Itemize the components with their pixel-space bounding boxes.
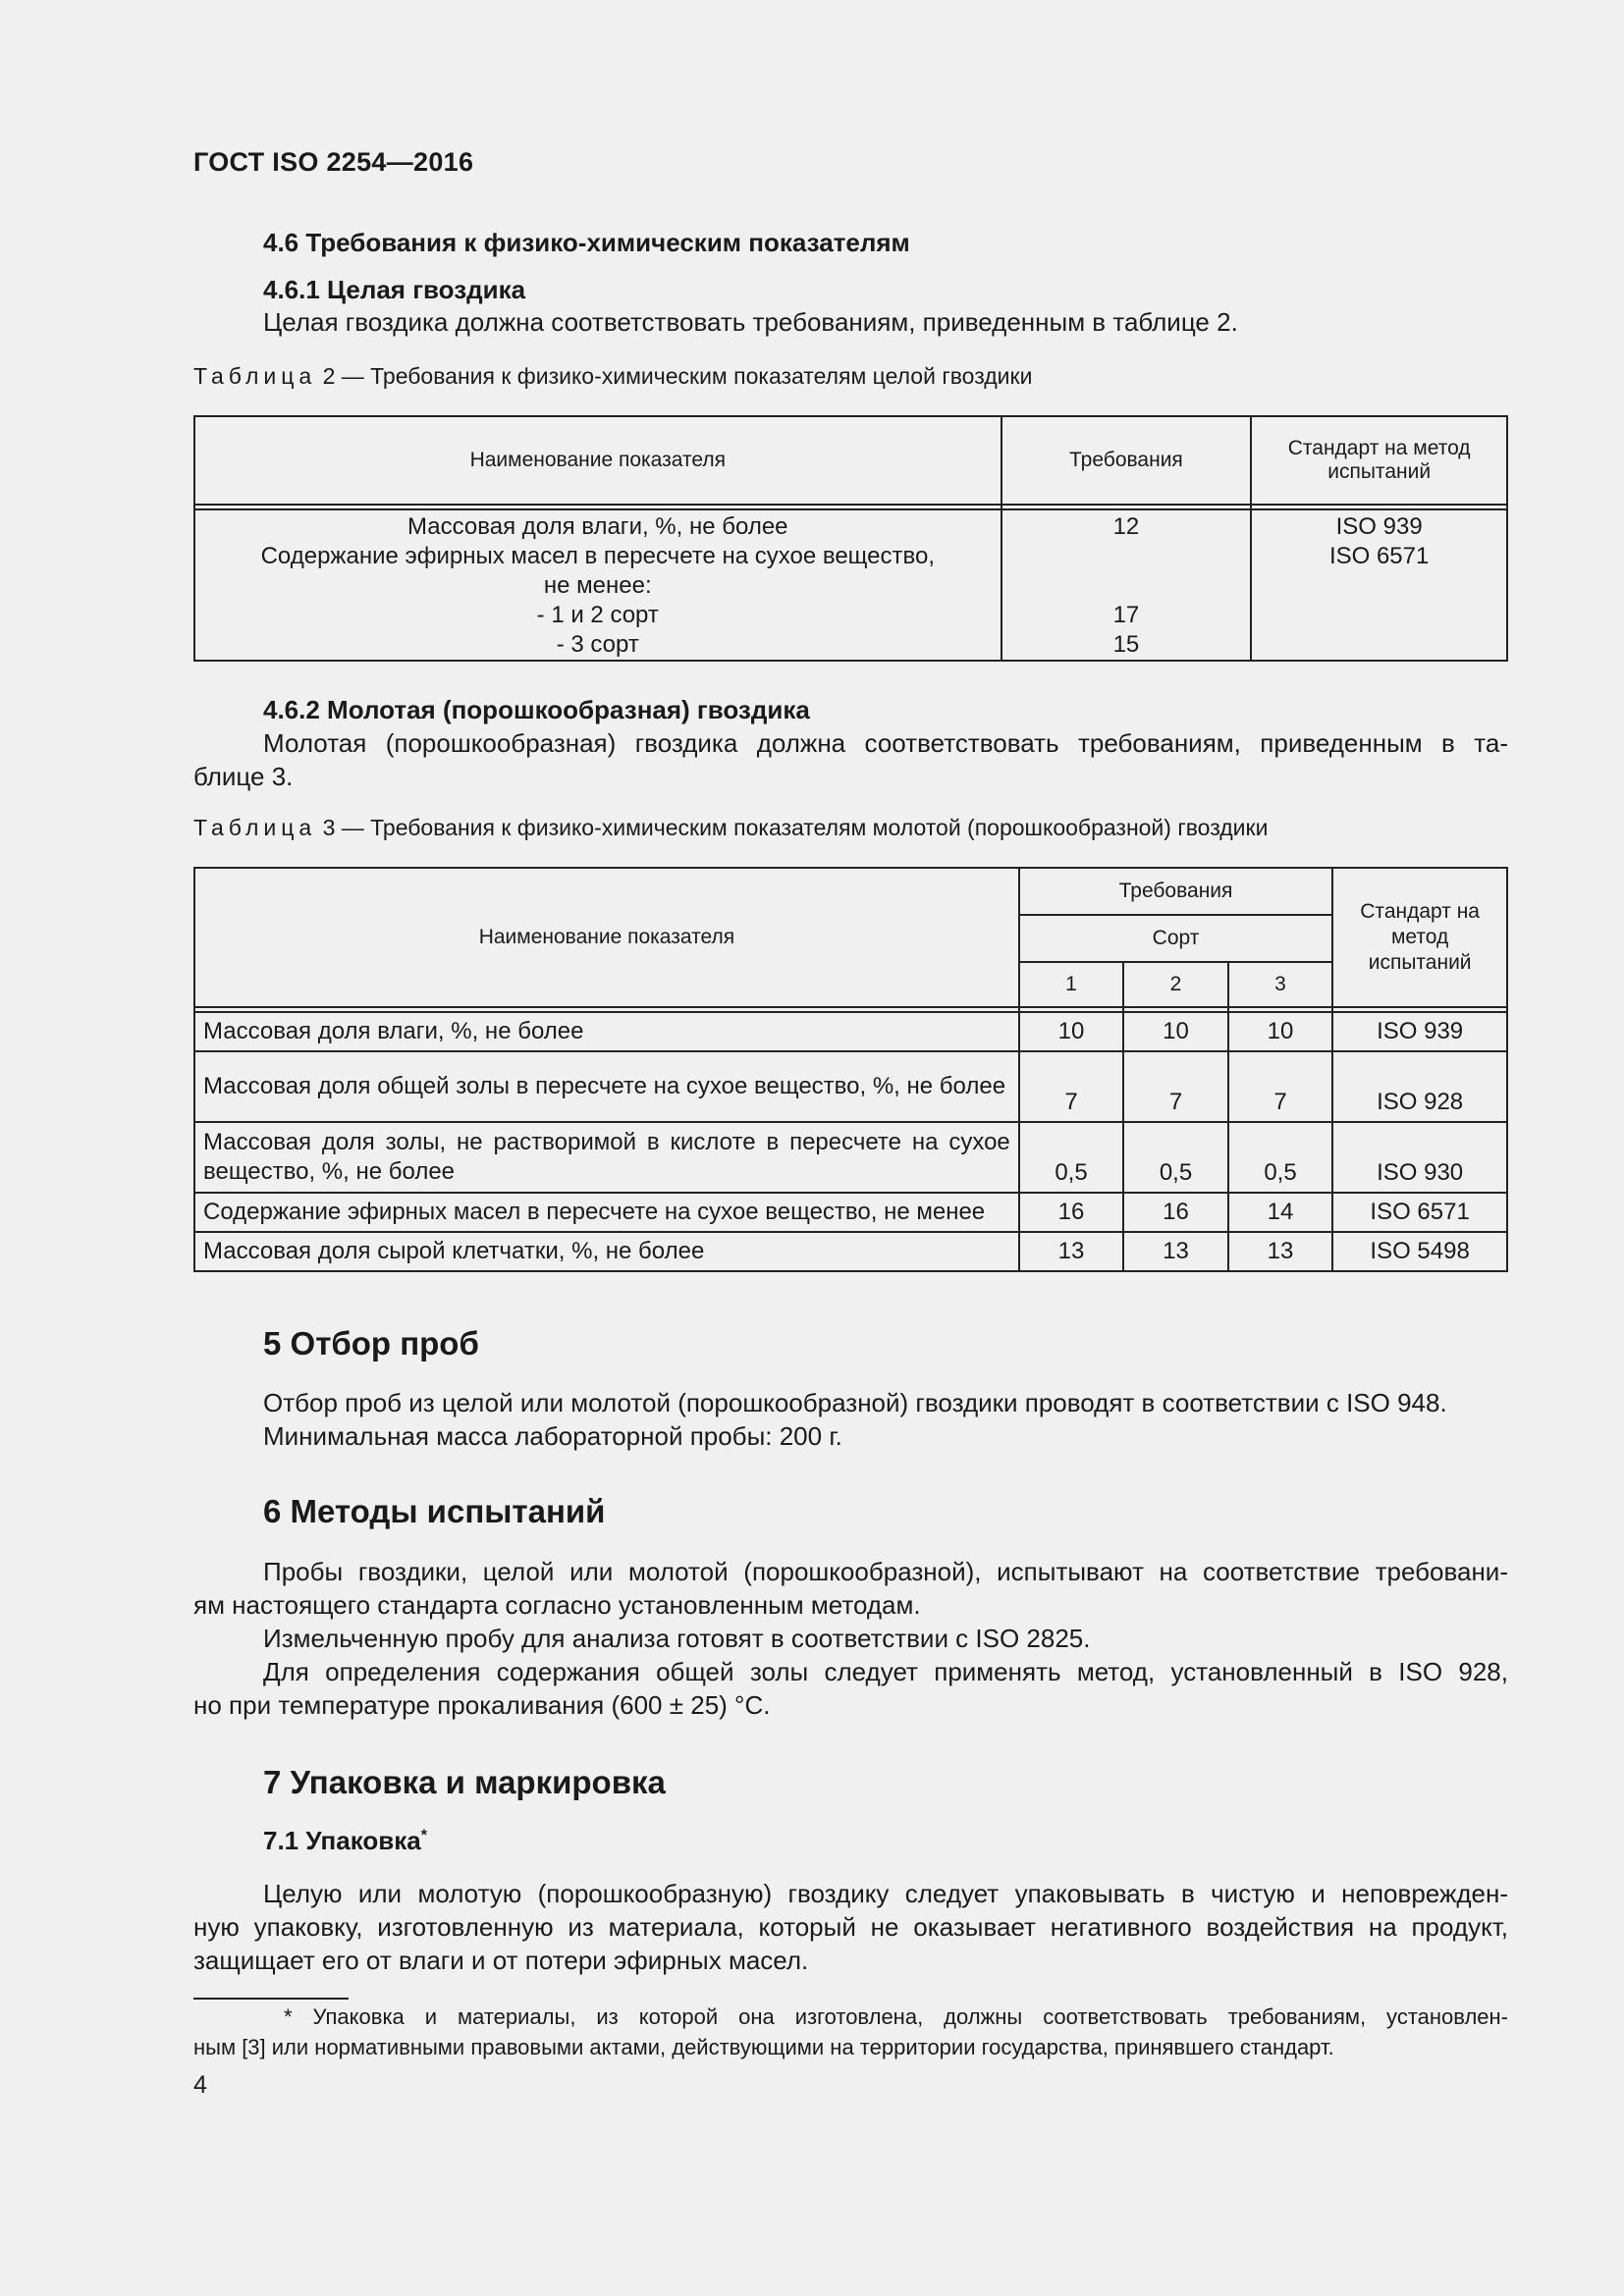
table-3-cell-value: 0,5	[1019, 1122, 1124, 1193]
table-3-cell-value: 10	[1123, 1012, 1228, 1051]
section-7-1-title	[263, 1826, 427, 1856]
section-4-6-title: 4.6 Требования к физико-химическим показателям	[263, 228, 910, 257]
table-2-standard	[1260, 571, 1498, 601]
table-2-body-row	[194, 509, 1507, 661]
table-2-line: - 1 и 2 сорт	[536, 602, 659, 628]
table-3-caption-text: 3 — Требования к физико-химическим показателям молотой (порошкообразной) гвоздики	[322, 815, 1269, 840]
section-7-line: ную упаковку, изготовленную из материала, который не оказывает негативного воздействия на продукт,	[193, 1912, 1508, 1942]
table-3-cell-standard: ISO 939	[1332, 1012, 1507, 1051]
footnote-divider	[193, 1998, 349, 2000]
table-3-cell-value: 0,5	[1123, 1122, 1228, 1193]
section-5-paragraph-1: Отбор проб из целой или молотой (порошкообразной) гвоздики проводят в соответствии с ISO 948.	[263, 1388, 1447, 1417]
table-2-standard-cell	[1251, 509, 1507, 661]
table-2-header-row	[194, 416, 1507, 505]
table-3-cell-value: 7	[1228, 1051, 1333, 1122]
section-6-paragraph-1	[193, 1555, 1508, 1622]
table-2-line: Массовая доля влаги, %, не более	[407, 513, 788, 540]
table-2-line: не менее:	[543, 572, 652, 599]
table-3-cell-value: 16	[1019, 1193, 1124, 1232]
table-2-standard	[1260, 601, 1498, 630]
section-5-paragraph-2: Минимальная масса лабораторной пробы: 200 г.	[263, 1421, 842, 1451]
table-2-standard: ISO 939	[1335, 513, 1423, 540]
table-3-cell-value: 10	[1228, 1012, 1333, 1051]
section-6-line: Для определения содержания общей золы следует применять метод, установленный в ISO 928,	[263, 1657, 1508, 1686]
footnote-line: * Упаковка и материалы, из которой она изготовлена, должны соответствовать требованиям, установлен-	[284, 2004, 1508, 2029]
section-7-1-title-text: 7.1 Упаковка	[263, 1826, 421, 1855]
section-7-title: 7 Упаковка и маркировка	[263, 1764, 666, 1800]
table-3-cell-name: Содержание эфирных масел в пересчете на сухое вещество, не менее	[194, 1193, 1019, 1232]
table-3-header-grade-1: 1	[1019, 962, 1124, 1007]
document-header: ГОСТ ISO 2254—2016	[193, 147, 474, 177]
section-4-6-2-line: Молотая (порошкообразная) гвоздика должна соответствовать требованиям, приведенным в та-	[263, 728, 1508, 758]
section-4-6-2-title: 4.6.2 Молотая (порошкообразная) гвоздика	[263, 695, 810, 724]
table-3-header-requirements: Требования	[1019, 868, 1333, 915]
table-3-cell-value: 13	[1228, 1232, 1333, 1271]
table-3-header-row	[194, 868, 1507, 915]
table-3-header-name: Наименование показателя	[194, 868, 1019, 1007]
table-row	[194, 1012, 1507, 1051]
table-2-line: Содержание эфирных масел в пересчете на сухое вещество,	[260, 543, 935, 569]
table-2-caption-word: Таблица	[193, 363, 317, 389]
table-3-header-grade: Сорт	[1019, 915, 1333, 962]
section-5-title: 5 Отбор проб	[263, 1325, 479, 1362]
table-3-cell-value: 10	[1019, 1012, 1124, 1051]
section-6-paragraph-2: Измельченную пробу для анализа готовят в соответствии с ISO 2825.	[263, 1624, 1091, 1653]
section-6-line: ям настоящего стандарта согласно установленным методам.	[193, 1590, 921, 1620]
table-2-value	[1010, 571, 1243, 601]
table-2-value: 12	[1112, 513, 1140, 540]
table-3-cell-value: 13	[1123, 1232, 1228, 1271]
section-7-line: защищает его от влаги и от потери эфирных масел.	[193, 1946, 809, 1975]
footnote-line: ным [3] или нормативными правовыми актами, действующими на территории государства, принявшего стандарт.	[193, 2035, 1334, 2059]
table-3-caption-word: Таблица	[193, 815, 317, 840]
table-3-cell-value: 14	[1228, 1193, 1333, 1232]
section-4-6-2-text	[193, 726, 1508, 793]
table-2	[193, 415, 1508, 662]
table-row	[194, 1122, 1507, 1193]
footnote-marker: *	[420, 1827, 427, 1844]
section-6-paragraph-3	[193, 1655, 1508, 1722]
table-2-caption	[193, 363, 1032, 390]
table-3-cell-standard: ISO 930	[1332, 1122, 1507, 1193]
section-4-6-1-text: Целая гвоздика должна соответствовать требованиям, приведенным в таблице 2.	[263, 307, 1238, 337]
section-7-line: Целую или молотую (порошкообразную) гвоздику следует упаковывать в чистую и неповрежден-	[263, 1879, 1508, 1908]
table-3-cell-value: 16	[1123, 1193, 1228, 1232]
section-4-6-2-line: блице 3.	[193, 762, 294, 791]
table-2-header-name: Наименование показателя	[194, 416, 1001, 505]
table-2-standard: ISO 6571	[1328, 543, 1430, 569]
table-2-requirements-cell	[1001, 509, 1252, 661]
table-3	[193, 867, 1508, 1272]
table-row	[194, 1232, 1507, 1271]
table-3-cell-standard: ISO 6571	[1332, 1193, 1507, 1232]
section-6-line: Пробы гвоздики, целой или молотой (порошкообразной), испытывают на соответствие требовани-	[263, 1557, 1508, 1586]
footnote	[193, 2002, 1508, 2062]
table-2-header-requirements: Требования	[1001, 416, 1252, 505]
table-2-line: - 3 сорт	[556, 631, 639, 658]
table-2-value: 15	[1112, 631, 1140, 658]
table-row	[194, 1051, 1507, 1122]
table-row	[194, 1193, 1507, 1232]
table-2-standard	[1260, 630, 1498, 660]
table-3-cell-value: 13	[1019, 1232, 1124, 1271]
table-3-cell-name: Массовая доля общей золы в пересчете на сухое вещество, %, не более	[194, 1051, 1019, 1122]
table-3-cell-standard: ISO 928	[1332, 1051, 1507, 1122]
table-2-name-cell	[194, 509, 1001, 661]
table-2-value	[1010, 542, 1243, 571]
table-3-header-grade-3: 3	[1228, 962, 1333, 1007]
table-3-header-standard: Стандарт на метод испытаний	[1332, 868, 1507, 1007]
section-7-1-paragraph	[193, 1877, 1508, 1977]
table-2-header-standard: Стандарт на метод испытаний	[1251, 416, 1507, 505]
table-3-cell-value: 7	[1123, 1051, 1228, 1122]
section-6-line: но при температуре прокаливания (600 ± 25) °C.	[193, 1690, 771, 1720]
section-6-title: 6 Методы испытаний	[263, 1493, 606, 1529]
table-3-header-grade-2: 2	[1123, 962, 1228, 1007]
table-3-cell-name: Массовая доля сырой клетчатки, %, не более	[194, 1232, 1019, 1271]
table-3-cell-value: 7	[1019, 1051, 1124, 1122]
table-3-cell-value: 0,5	[1228, 1122, 1333, 1193]
section-4-6-1-title: 4.6.1 Целая гвоздика	[263, 275, 526, 304]
table-3-caption	[193, 815, 1268, 841]
page-number: 4	[193, 2071, 207, 2099]
table-2-value: 17	[1112, 602, 1140, 628]
table-3-cell-name: Массовая доля влаги, %, не более	[194, 1012, 1019, 1051]
table-2-caption-text: 2 — Требования к физико-химическим показателям целой гвоздики	[322, 363, 1033, 389]
table-3-cell-standard: ISO 5498	[1332, 1232, 1507, 1271]
table-3-cell-name: Массовая доля золы, не растворимой в кислоте в пересчете на сухое вещество, %, не более	[194, 1122, 1019, 1193]
